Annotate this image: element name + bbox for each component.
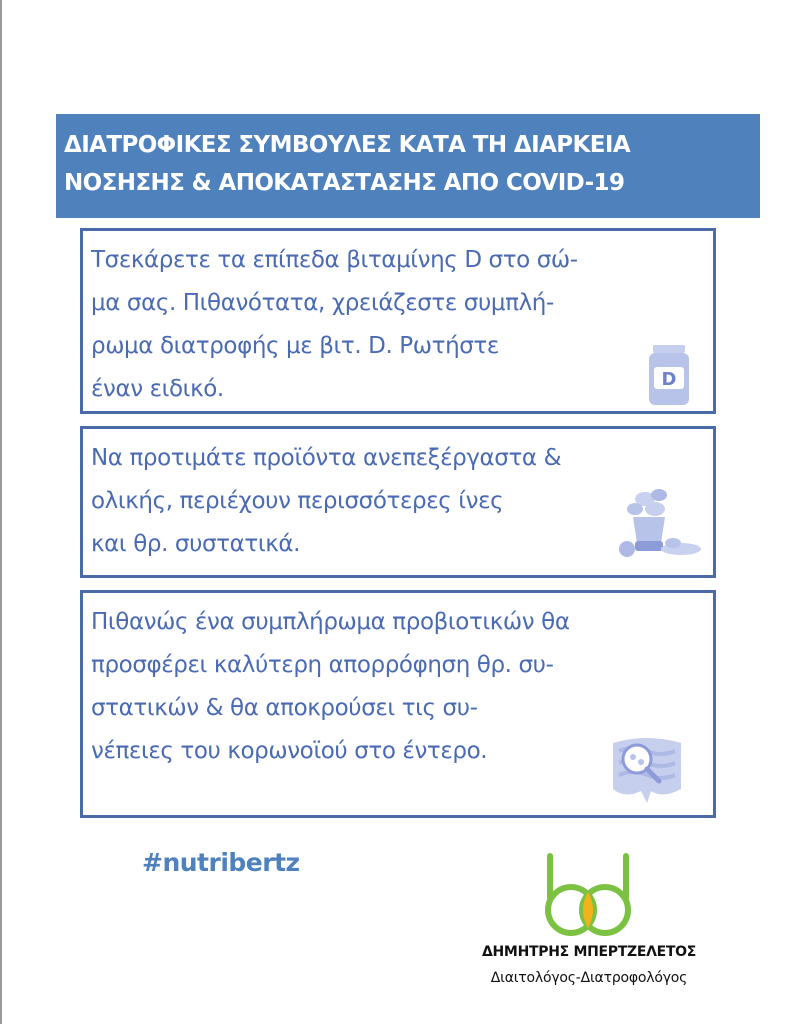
tip-line: νέπειες του κορωνοϊού στο έντερο. [91,738,488,764]
tip-card-vitamin-d [80,228,716,414]
title-banner [56,114,760,218]
tip-line: έναν ειδικό. [91,376,224,402]
tip-text [91,601,570,773]
author-role: Διαιτολόγος-Διατροφολόγος [490,970,688,986]
page-left-edge [0,0,2,1024]
tip-card-probiotics [80,590,716,818]
tip-line: ολικής, περιέχουν περισσότερες ίνες [91,488,504,514]
tip-card-whole-foods [80,426,716,578]
hashtag: #nutribertz [142,848,300,877]
tip-text [91,437,561,566]
tip-line: στατικών & θα αποκρούσει τις συ- [91,695,478,721]
bd-logo-icon [538,852,638,938]
tip-text [91,239,578,411]
tip-line: Να προτιμάτε προϊόντα ανεπεξέργαστα & [91,445,562,471]
tip-line: Τσεκάρετε τα επίπεδα βιταμίνης D στο σώ- [91,247,578,273]
author-name: ΔΗΜΗΤΡΗΣ ΜΠΕΡΤΖΕΛΕΤΟΣ [481,944,697,960]
vitamin-d-jar-icon [645,343,693,407]
tip-line: ρωμα διατροφής με βιτ. D. Ρωτήστε [91,333,499,359]
tip-line: προσφέρει καλύτερη απορρόφηση θρ. συ- [91,652,554,678]
gut-probiotics-icon [603,733,691,805]
tip-line: Πιθανώς ένα συμπλήρωμα προβιοτικών θα [91,609,570,635]
title-line-2: ΝΟΣΗΣΗΣ & ΑΠΟΚΑΤΑΣΤΑΣΗΣ ΑΠΟ COVID-19 [64,170,625,196]
tip-line: μα σας. Πιθανότατα, χρειάζεστε συμπλή- [91,290,554,316]
vitamin-d-label: D [661,369,677,390]
tip-line: και θρ. συστατικά. [91,531,301,557]
title-line-1: ΔΙΑΤΡΟΦΙΚΕΣ ΣΥΜΒΟΥΛΕΣ ΚΑΤΑ ΤΗ ΔΙΑΡΚΕΙΑ [64,132,631,158]
whole-foods-icon [615,487,707,559]
